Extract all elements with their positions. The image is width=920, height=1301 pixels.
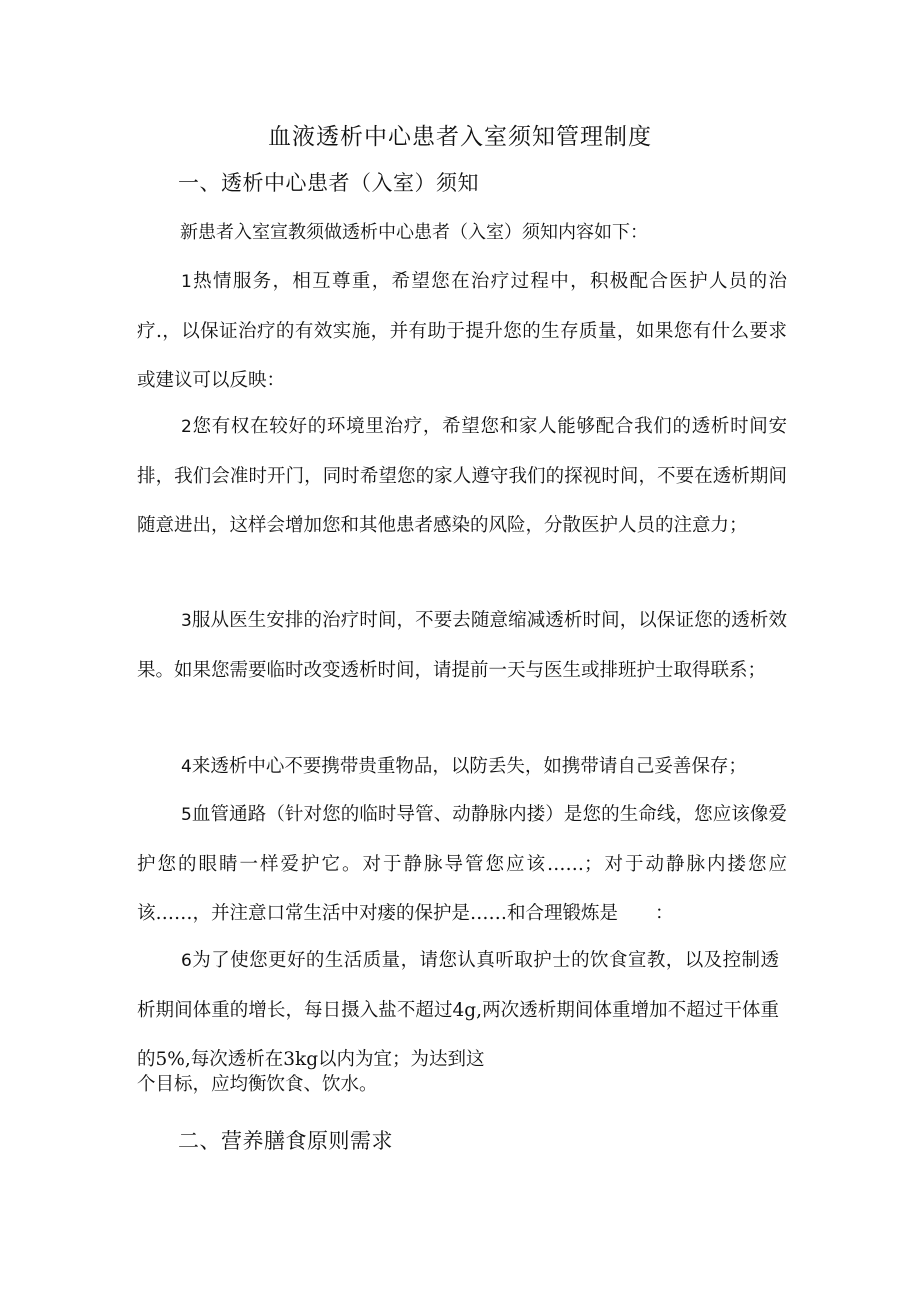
item-number: 5: [181, 805, 192, 825]
item-number: 1: [181, 272, 192, 292]
section-heading-nutrition: 二、营养膳食原则需求: [178, 1129, 393, 1153]
item-text: 您有权在较好的环境里治疗，希望您和家人能够配合我们的透析时间安排，我们会准时开门，同时希望您的家人遵守我们的探视时间，不要在透析期间随意进出，这样会增加您和其他患者感染的风险，分散医护人员的注意力；: [137, 416, 787, 536]
item-text: 来透析中心不要携带贵重物品，以防丢失，如携带请自己妥善保存；: [191, 756, 747, 777]
notice-item-6-continuation: 个目标，应均衡饮食、饮水。: [137, 1074, 378, 1095]
notice-item-2: [137, 402, 787, 550]
notice-item-1: [137, 257, 787, 405]
section-heading-patient-notice: 一、透析中心患者（入室）须知: [178, 171, 479, 195]
item-text: 为了使您更好的生活质量，请您认真听取护士的饮食宣教，以及控制透析期间体重的增长，每日摄入盐不超过4g,两次透析期间体重增加不超过干体重的5%,每次透析在3kg以内为宜；为达到这: [137, 950, 779, 1070]
item-text: 热情服务，相互尊重，希望您在治疗过程中，积极配合医护人员的治疗.，以保证治疗的有效实施，并有助于提升您的生存质量，如果您有什么要求或建议可以反映：: [137, 271, 787, 391]
item-number: 6: [181, 951, 192, 971]
item-text: 服从医生安排的治疗时间，不要去随意缩减透析时间，以保证您的透析效果。如果您需要临时改变透析时间，请提前一天与医生或排班护士取得联系；: [137, 610, 787, 681]
notice-item-5: [137, 790, 787, 938]
item-number: 4: [181, 757, 192, 777]
notice-item-4: [137, 742, 787, 792]
item-text: 血管通路（针对您的临时导管、动静脉内搂）是您的生命线，您应该像爱护您的眼睛一样爱护它。对于静脉导管您应该……；对于动静脉内搂您应该……，并注意口常生活中对瘘的保护是……和合理锻炼是 ：: [137, 804, 787, 924]
notice-item-3: [137, 596, 787, 695]
intro-paragraph: 新患者入室宣教须做透析中心患者（入室）须知内容如下：: [180, 222, 648, 243]
item-number: 3: [181, 611, 192, 631]
page-title: 血液透析中心患者入室须知管理制度: [268, 124, 652, 150]
notice-item-6: [137, 936, 779, 1084]
item-number: 2: [181, 417, 192, 437]
